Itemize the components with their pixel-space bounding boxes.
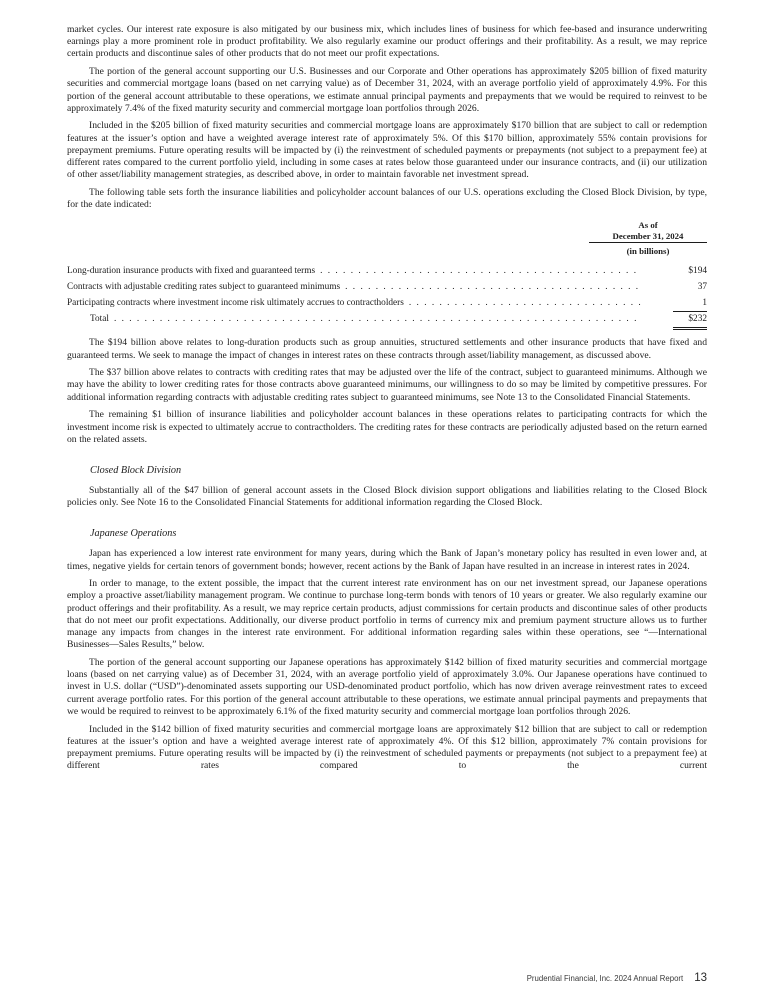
- footer-report-title: Prudential Financial, Inc. 2024 Annual Report: [526, 974, 684, 983]
- body-paragraph-included-205: Included in the $205 billion of fixed maturity securities and commercial mortgage loans are approximately $170 billion that are subject to call or redemption features at the issuer’s option and have a weighted average interest rate of approximately 5%. Of this $170 billion, approximately 55% contain provisions for prepayment premiums. Future operating results will be impacted by (i) the reinvestment of scheduled payments or prepayments (not subject to a prepayment fee) at different rates compared to the current portfolio yield, including in some cases at rates below those guaranteed under our insurance contracts, and (ii) our utilization of other asset/liability management strategies, as described above, in order to maintain favorable net investment spread.: [67, 120, 707, 181]
- table-header-date: December 31, 2024: [612, 230, 684, 241]
- footer-page-number: 13: [694, 972, 707, 984]
- table-row: [67, 279, 707, 295]
- body-paragraph-closed-block: Substantially all of the $47 billion of general account assets in the Closed Block division support obligations and liabilities relating to the Closed Block policies only. See Note 16 to the Consolidated Financial Statements for additional information regarding the Closed Block.: [67, 484, 707, 509]
- table-header-as-of: As of: [638, 220, 658, 231]
- table-total-label: Total: [90, 314, 109, 325]
- page-footer: [527, 972, 707, 984]
- table-row-label: Long-duration insurance products with fixed and guaranteed terms: [67, 266, 316, 277]
- body-paragraph-table-intro: The following table sets forth the insurance liabilities and policyholder account balances of our U.S. operations excluding the Closed Block Division, by type, for the date indicated:: [67, 186, 707, 211]
- table-total-row: [67, 311, 707, 327]
- table-row-label: Contracts with adjustable crediting rates subject to guaranteed minimums: [67, 282, 341, 293]
- table-row-value: 1: [673, 295, 707, 312]
- table-column-header: [589, 220, 707, 243]
- dot-leader: [345, 279, 641, 295]
- dot-leader: [320, 263, 641, 279]
- section-heading-closed-block-division: Closed Block Division: [90, 464, 182, 476]
- body-paragraph-194-billion: The $194 billion above relates to long-duration products such as group annuities, structured settlements and other insurance products that have fixed and guaranteed terms. We seek to manage the impact of changes in interest rates on these contracts through asset/liability management, as discussed above.: [67, 337, 707, 361]
- body-paragraph-market-cycles: market cycles. Our interest rate exposure is also mitigated by our business mix, which includes lines of business for which fee-based and insurance underwriting earnings play a more prominent role in product profitability. We also regularly examine our product offerings and their profitability. As a result, we may reprice certain products and discontinue sales of other products that do not meet our profit expectations.: [67, 24, 707, 60]
- body-paragraph-remaining-1-billion: The remaining $1 billion of insurance liabilities and policyholder account balances in these operations relates to participating contracts for which the investment income risk is expected to ultimately accrue to contractholders. The crediting rates for these contracts are periodically adjusted based on the return earned on the related assets.: [67, 409, 707, 445]
- table-row-label: Participating contracts where investment income risk ultimately accrues to contractholders: [67, 298, 404, 309]
- section-heading-japanese-operations: Japanese Operations: [90, 528, 177, 540]
- table-row-value: $194: [688, 266, 707, 277]
- table-row-value: 37: [697, 282, 707, 293]
- body-paragraph-in-order-to-manage: In order to manage, to the extent possible, the impact that the current interest rate environment has on our net investment spread, our Japanese operations employ a proactive asset/liability management program. We continue to purchase long-term bonds with tenors of 10 years or greater. We also regularly examine our product offerings and their profitability. As a result, we may reprice certain products, adjust commissions for certain products and discontinue sales of other products that do not meet our profit expectations. Additionally, our diverse product portfolio in terms of currency mix and premium payment structure allows us to further manage any impacts from changes in the interest rate environment. For additional information regarding sales within these operations, see “—International Businesses—Sales Results,” below.: [67, 578, 707, 651]
- table-units-label: (in billions): [626, 246, 670, 257]
- body-paragraph-general-account-us: The portion of the general account supporting our U.S. Businesses and our Corporate and Other operations has approximately $205 billion of fixed maturity securities and commercial mortgage loans (based on net carrying value) as of December 31, 2024, with an average portfolio yield of approximately 4.9%. For this portion of the general account attributable to these operations, we estimate annual principal payments and prepayments that we would be required to reinvest to be approximately 7.4% of the fixed maturity security and commercial mortgage loan portfolios through 2026.: [67, 66, 707, 114]
- dot-leader: [409, 295, 641, 311]
- dot-leader: [114, 311, 641, 327]
- body-paragraph-general-account-japan: The portion of the general account supporting our Japanese operations has approximately $142 billion of fixed maturity securities and commercial mortgage loans (based on net carrying value) as of December 31, 2024, with an average portfolio yield of approximately 3.0%. Our Japanese operations have continued to invest in U.S. dollar (“USD”)-denominated assets supporting our USD-denominated product portfolio, which has now driven average reinvestment rates to exceed current average portfolio rates. For this portion of the general account attributable to these operations, we estimate annual principal payments and prepayments that we would be required to reinvest to be approximately 6.1% of the fixed maturity security and commercial mortgage loan portfolios through 2026.: [67, 657, 707, 717]
- body-paragraph-included-142: Included in the $142 billion of fixed maturity securities and commercial mortgage loans are approximately $12 billion that are subject to call or redemption features at the issuer’s option and have a weighted average interest rate of approximately 4%. Of this $12 billion, approximately 7% contain provisions for prepayment premiums. Future operating results will be impacted by (i) the reinvestment of scheduled payments or prepayments (not subject to a prepayment fee) at different rates compared to the current: [67, 723, 707, 772]
- body-paragraph-japan-low-rates: Japan has experienced a low interest rate environment for many years, during which the Bank of Japan’s monetary policy has resulted in even lower and, at times, negative yields for certain tenors of government bonds; however, recent actions by the Bank of Japan have resulted in an increase in interest rates in 2024.: [67, 548, 707, 572]
- body-paragraph-37-billion: The $37 billion above relates to contracts with crediting rates that may be adjusted over the life of the contract, subject to guaranteed minimums. Although we may have the ability to lower crediting rates for those contracts above guaranteed minimums, our willingness to do so may be limited by competitive pressures. For additional information regarding contracts with adjustable crediting rates subject to guaranteed minimums, see Note 13 to the Consolidated Financial Statements.: [67, 367, 707, 403]
- table-total-value: $232: [673, 311, 707, 328]
- table-row: [67, 263, 707, 279]
- table-row: [67, 295, 707, 311]
- insurance-liabilities-table: [67, 220, 707, 327]
